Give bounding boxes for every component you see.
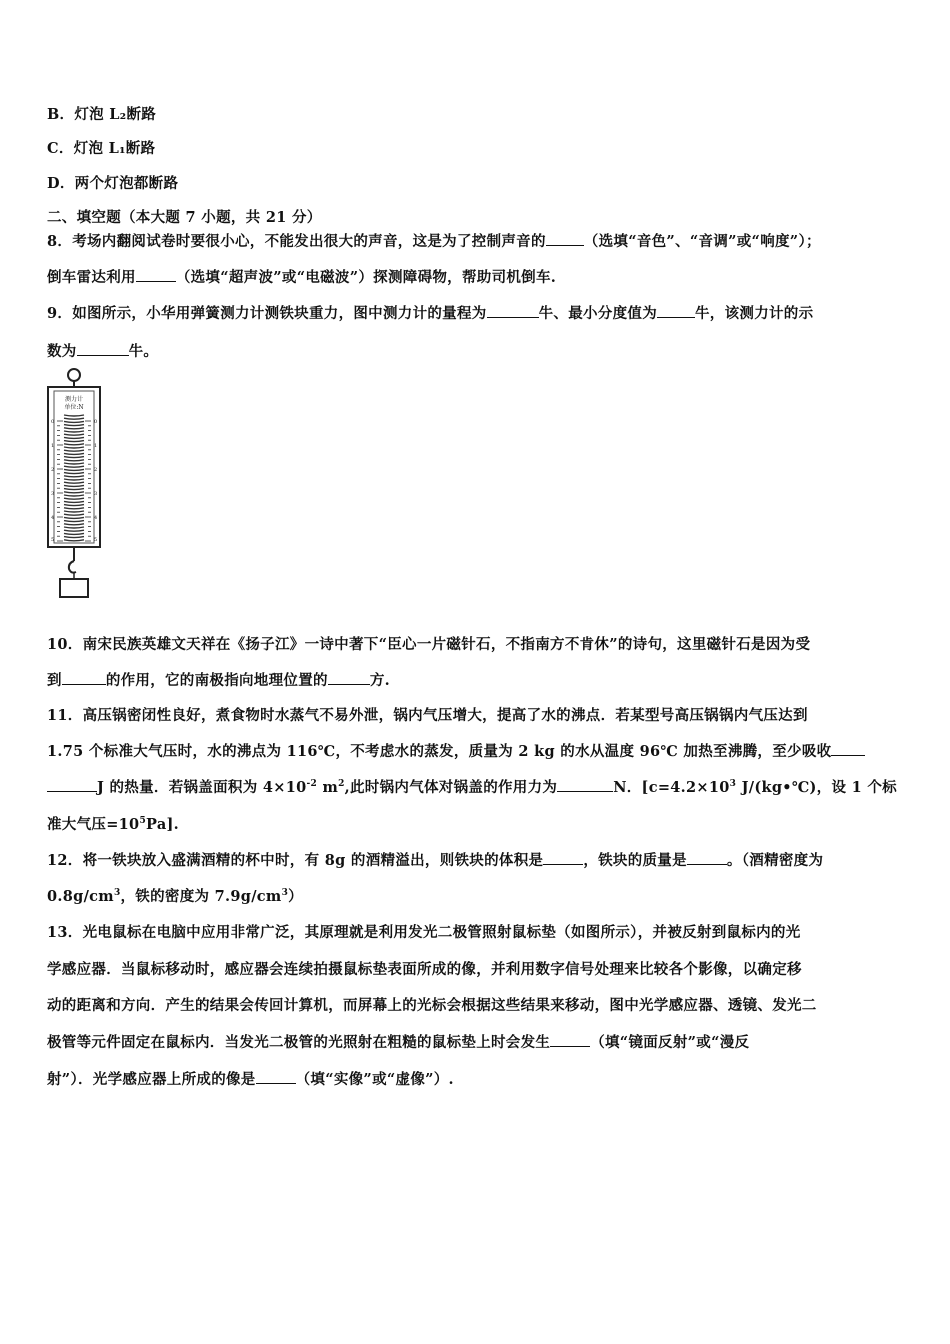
q11-text-3a: J 的热量．若锅盖面积为 4×10 <box>97 779 307 796</box>
q10-text-1: 到 <box>47 672 62 689</box>
q11-blank-2[interactable] <box>557 778 613 792</box>
q12-text-5: ，铁的密度为 7.9g/cm <box>120 888 282 905</box>
bottom-hook <box>69 561 76 573</box>
q11-exp-4: 5 <box>139 816 146 827</box>
left-tick-3: 3 <box>51 491 55 497</box>
left-tick-5: 5 <box>51 537 55 543</box>
q9-blank-2[interactable] <box>657 304 695 318</box>
q8-text-2: （选填“音色”、“音调”或“响度”）； <box>583 233 821 250</box>
q11-exp-3: 3 <box>729 779 737 790</box>
question-8-line-2 <box>47 266 556 287</box>
right-tick-0: 0 <box>94 419 98 425</box>
left-tick-0: 0 <box>51 419 55 425</box>
top-ring <box>68 369 80 381</box>
q11-exp-1: -2 <box>306 779 318 790</box>
q11-exp-2: 2 <box>338 779 345 790</box>
q9-blank-3[interactable] <box>77 342 129 356</box>
left-tick-1: 1 <box>51 443 55 449</box>
q9-blank-1[interactable] <box>487 304 539 318</box>
left-tick-4: 4 <box>51 515 55 521</box>
question-13-line-1: 13．光电鼠标在电脑中应用非常广泛，其原理就是利用发光二极管照射鼠标垫（如图所示），并被反射到鼠标内的光 <box>47 924 801 941</box>
q8-blank-2[interactable] <box>136 268 176 282</box>
section-title: 二、填空题（本大题 7 小题，共 21 分） <box>47 209 322 226</box>
right-tick-5: 5 <box>94 537 98 543</box>
question-13-line-4 <box>47 1031 749 1052</box>
right-tick-2: 2 <box>94 467 98 473</box>
question-8-line-1 <box>47 230 821 251</box>
q11-text-3c: ,此时锅内气体对锅盖的作用力为 <box>344 779 558 796</box>
question-11-line-4 <box>47 813 179 834</box>
q13-blank-2[interactable] <box>256 1070 296 1084</box>
q8-blank-1[interactable] <box>546 232 584 246</box>
option-d: D．两个灯泡都断路 <box>47 175 179 192</box>
q8-text-1: 8．考场内翻阅试卷时要很小心，不能发出很大的声音，这是为了控制声音的 <box>47 233 546 250</box>
question-11-line-2 <box>47 740 865 761</box>
q13-text-2: （填“镜面反射”或“漫反 <box>590 1034 750 1051</box>
q9-text-2: 牛、最小分度值为 <box>538 305 657 322</box>
q13-text-4: （填“实像”或“虚像”）. <box>295 1071 454 1088</box>
q9-text-4: 数为 <box>47 343 77 360</box>
q9-text-1: 9．如图所示，小华用弹簧测力计测铁块重力，图中测力计的量程为 <box>47 305 487 322</box>
q10-blank-1[interactable] <box>62 671 106 685</box>
q12-exp-2: 3 <box>281 888 289 899</box>
q11-text-3b: m <box>317 779 339 796</box>
q13-text-3: 射”）．光学感应器上所成的像是 <box>47 1071 256 1088</box>
q11-blank-1a[interactable] <box>831 742 865 756</box>
q12-blank-2[interactable] <box>687 851 727 865</box>
q12-blank-1[interactable] <box>543 851 583 865</box>
question-11-line-3 <box>47 776 897 797</box>
question-10-line-1: 10．南宋民族英雄文天祥在《扬子江》一诗中著下“臣心一片磁针石，不指南方不肯休”的诗句，这里磁针石是因为受 <box>47 636 811 653</box>
scale-label-1: 测力计 <box>64 396 84 403</box>
q11-text-3d: N．[c=4.2×10 <box>613 779 730 796</box>
q11-blank-1b[interactable] <box>47 778 97 792</box>
right-tick-4: 4 <box>94 515 98 521</box>
question-9-line-2 <box>47 340 158 361</box>
q12-text-3: 。（酒精密度为 <box>726 852 824 869</box>
right-tick-3: 3 <box>94 491 98 497</box>
question-13-line-2: 学感应器．当鼠标移动时，感应器会连续拍摄鼠标垫表面所成的像，并利用数字信号处理来比较各个影像，以确定移 <box>47 961 802 978</box>
question-13-line-5 <box>47 1068 454 1089</box>
right-tick-1: 1 <box>94 443 98 449</box>
q11-text-4a: 准大气压=10 <box>47 816 140 833</box>
q13-text-1: 极管等元件固定在鼠标内．当发光二极管的光照射在粗糙的鼠标垫上时会发生 <box>47 1034 551 1051</box>
q12-text-6: ） <box>288 888 303 905</box>
scale-label-2: 单位:N <box>64 404 84 411</box>
question-9-line-1 <box>47 302 813 323</box>
q12-exp-1: 3 <box>113 888 121 899</box>
q12-text-1: 12．将一铁块放入盛满酒精的杯中时，有 8g 的酒精溢出，则铁块的体积是 <box>47 852 544 869</box>
q10-text-3: 方. <box>369 672 390 689</box>
question-10-line-2 <box>47 669 390 690</box>
q13-blank-1[interactable] <box>550 1033 590 1047</box>
spring-scale-figure <box>40 365 110 605</box>
left-tick-2: 2 <box>51 467 55 473</box>
option-b: B．灯泡 L₂断路 <box>47 106 157 123</box>
q11-text-2: 1.75 个标准大气压时，水的沸点为 116℃，不考虑水的蒸发，质量为 2 kg 的水从温度 96℃ 加热至沸腾，至少吸收 <box>47 743 832 760</box>
q11-text-4b: Pa]. <box>146 816 180 833</box>
question-13-line-3: 动的距离和方向．产生的结果会传回计算机，而屏幕上的光标会根据这些结果来移动，图中光学感应器、透镜、发光二 <box>47 997 817 1014</box>
q9-text-5: 牛。 <box>128 343 159 360</box>
q8-text-3: 倒车雷达利用 <box>47 269 136 286</box>
q11-text-3e: J/(kg•℃)，设 1 个标 <box>736 779 897 796</box>
q10-text-2: 的作用，它的南极指向地理位置的 <box>105 672 328 689</box>
q12-text-4: 0.8g/cm <box>47 888 114 905</box>
question-12-line-1 <box>47 849 823 870</box>
q12-text-2: ，铁块的质量是 <box>583 852 687 869</box>
q10-blank-2[interactable] <box>328 671 370 685</box>
question-12-line-2 <box>47 885 303 906</box>
option-c: C．灯泡 L₁断路 <box>47 140 156 157</box>
q9-text-3: 牛，该测力计的示 <box>695 305 814 322</box>
q8-text-4: （选填“超声波”或“电磁波”）探测障碍物，帮助司机倒车. <box>175 269 557 286</box>
question-11-line-1: 11．高压锅密闭性良好，煮食物时水蒸气不易外泄，锅内气压增大，提高了水的沸点．若某型号高压锅锅内气压达到 <box>47 707 808 724</box>
iron-block <box>60 579 88 597</box>
